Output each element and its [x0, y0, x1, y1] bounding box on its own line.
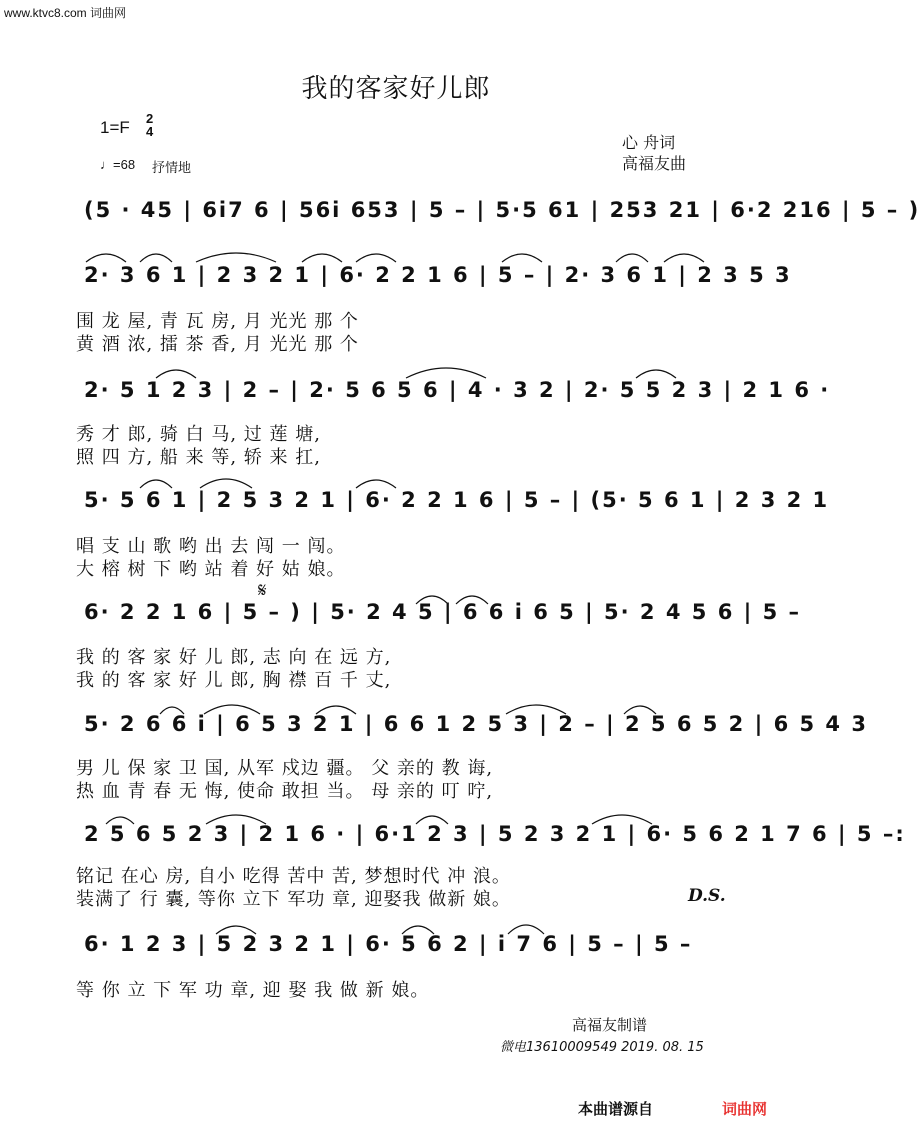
lyric-line-7a: 铭记 在心 房, 自小 吃得 苦中 苦, 梦想时代 冲 浪。 — [76, 866, 511, 887]
lyric-line-2a: 围 龙 屋, 青 瓦 房, 月 光光 那 个 — [76, 311, 359, 332]
lyric-line-6a: 男 儿 保 家 卫 国, 从军 戍边 疆。 父 亲的 教 诲, — [76, 758, 494, 779]
notation-line-1: (5 · 45 | 6i7 6 | 56i 653 | 5 – | 5·5 61 | 253 21 | 6·2 216 | 5 – ) — [84, 198, 920, 222]
dal-segno-mark: D.S. — [688, 886, 726, 906]
notation-line-4: 5· 5 6 1 | 2 5 3 2 1 | 6· 2 2 1 6 | 5 – | (5· 5 6 1 | 2 3 2 1 — [84, 488, 830, 512]
tempo-mark: ♩=68 — [100, 157, 136, 172]
contact-date: 微电13610009549 2019. 08. 15 — [500, 1040, 704, 1055]
meter-bottom: 4 — [146, 124, 154, 139]
key-signature: 1=F — [100, 118, 130, 137]
notation-line-5: 6· 2 2 1 6 | 5 – ) | 5· 2 4 5 | 6 6 i 6 5 | 5· 2 4 5 6 | 5 – — [84, 600, 802, 624]
notation-line-8: 6· 1 2 3 | 5 2 3 2 1 | 6· 5 6 2 | i 7 6 | 5 – | 5 – — [84, 932, 693, 956]
notation-line-2: 2· 3 6 1 | 2 3 2 1 | 6· 2 2 1 6 | 5 – | 2· 3 6 1 | 2 3 5 3 — [84, 263, 792, 287]
lyric-line-8: 等 你 立 下 军 功 章, 迎 娶 我 做 新 娘。 — [76, 980, 430, 1001]
lyric-line-2b: 黄 酒 浓, 擂 茶 香, 月 光光 那 个 — [76, 334, 359, 355]
brand-logo-text: 词曲网 — [722, 1100, 768, 1118]
segno-sign: 𝄋 — [258, 578, 267, 602]
lyric-line-5b: 我 的 客 家 好 儿 郎, 胸 襟 百 千 丈, — [76, 670, 392, 691]
lyric-line-7b: 装满了 行 囊, 等你 立下 军功 章, 迎娶我 做新 娘。 — [76, 889, 511, 910]
lyric-line-3a: 秀 才 郎, 骑 白 马, 过 莲 塘, — [76, 424, 321, 445]
lyric-line-3b: 照 四 方, 船 来 等, 轿 来 扛, — [76, 447, 321, 468]
lyric-line-4a: 唱 支 山 歌 哟 出 去 闯 一 闯。 — [76, 536, 346, 557]
meter-top: 2 — [146, 111, 154, 126]
lyric-line-4b: 大 榕 树 下 哟 站 着 好 姑 娘。 — [76, 559, 346, 580]
lyric-line-5a: 我 的 客 家 好 儿 郎, 志 向 在 远 方, — [76, 647, 392, 668]
time-signature — [146, 112, 153, 138]
song-title: 我的客家好儿郎 — [301, 74, 491, 104]
site-watermark: www.ktvc8.com 词曲网 — [4, 6, 127, 20]
notation-line-7: 2 5 6 5 2 3 | 2 1 6 · | 6·1 2 3 | 5 2 3 2 1 | 6· 5 6 2 1 7 6 | 5 –: — [84, 822, 906, 846]
lyric-line-6b: 热 血 青 春 无 悔, 使命 敢担 当。 母 亲的 叮 咛, — [76, 781, 494, 802]
arranger-credit: 高福友制谱 — [572, 1016, 648, 1034]
notation-line-6: 5· 2 6 6 i | 6 5 3 2 1 | 6 6 1 2 5 3 | 2 – | 2 5 6 5 2 | 6 5 4 3 — [84, 712, 868, 736]
source-label: 本曲谱源自 — [578, 1100, 654, 1118]
expression-mark: 抒情地 — [152, 161, 192, 176]
lyricist-credit: 心 舟词 — [622, 133, 676, 152]
composer-credit: 高福友曲 — [622, 154, 687, 173]
notation-line-3: 2· 5 1 2 3 | 2 – | 2· 5 6 5 6 | 4 · 3 2 | 2· 5 5 2 3 | 2 1 6 · — [84, 378, 831, 402]
